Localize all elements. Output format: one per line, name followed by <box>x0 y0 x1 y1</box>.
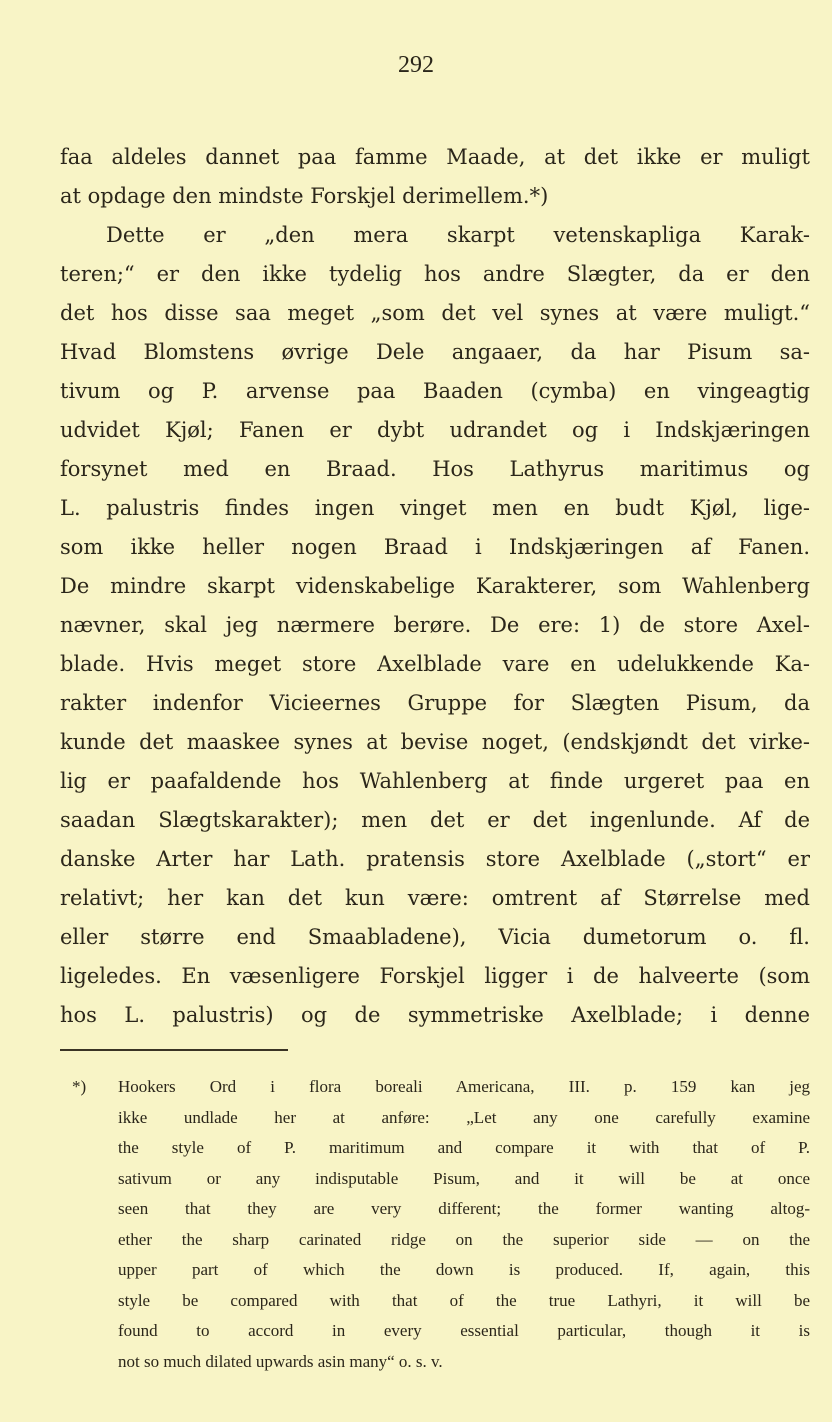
footnote-line: ether the sharp carinated ridge on the superior side — on the <box>118 1229 810 1249</box>
footnote-line: seen that they are very different; the former wanting altog- <box>118 1199 810 1218</box>
text-line: teren;“ er den ikke tydelig hos andre Slægter, da er den <box>60 262 810 286</box>
text-line: relativt; her kan det kun være: omtrent af Størrelse med <box>60 886 810 910</box>
text-line: som ikke heller nogen Braad i Indskjæringen af Fanen. <box>60 535 810 559</box>
footnote-divider <box>60 1049 288 1051</box>
footnote-marker: *) <box>72 1077 87 1096</box>
footnote-line: not so much dilated upwards asin many“ o. s. v. <box>118 1351 443 1371</box>
footnote-line: upper part of which the down is produced. If, again, this <box>118 1260 810 1279</box>
footnote-line: found to accord in every essential particular, though it is <box>118 1321 810 1340</box>
text-line: hos L. palustris) og de symmetriske Axelblade; i denne <box>60 1003 810 1027</box>
text-line: saadan Slægtskarakter); men det er det ingenlunde. Af de <box>60 808 810 832</box>
text-line: blade. Hvis meget store Axelblade vare en udelukkende Ka- <box>60 652 810 676</box>
text-line: tivum og P. arvense paa Baaden (cymba) en vingeagtig <box>60 379 810 403</box>
text-line: at opdage den mindste Forskjel derimellem.*) <box>60 184 549 208</box>
footnote-line: the style of P. maritimum and compare it with that of P. <box>118 1138 810 1157</box>
footnote-line: Hookers Ord i flora boreali Americana, III. p. 159 kan jeg <box>118 1077 810 1096</box>
text-line: det hos disse saa meget „som det vel synes at være muligt.“ <box>60 301 810 325</box>
text-line: ligeledes. En væsenligere Forskjel ligger i de halveerte (som <box>60 964 810 988</box>
text-line: kunde det maaskee synes at bevise noget, (endskjøndt det virke- <box>60 730 810 754</box>
footnote-line: ikke undlade her at anføre: „Let any one carefully examine <box>118 1107 810 1127</box>
text-line: eller større end Smaabladene), Vicia dumetorum o. fl. <box>60 925 810 949</box>
text-line: lig er paafaldende hos Wahlenberg at finde urgeret paa en <box>60 769 810 793</box>
footnote-line: style be compared with that of the true Lathyri, it will be <box>118 1290 810 1310</box>
text-line: De mindre skarpt videnskabelige Karakterer, som Wahlenberg <box>60 574 810 598</box>
text-line: Dette er „den mera skarpt vetenskapliga Karak- <box>106 223 810 247</box>
text-line: Hvad Blomstens øvrige Dele angaaer, da har Pisum sa- <box>60 340 810 364</box>
text-line: rakter indenfor Vicieernes Gruppe for Slægten Pisum, da <box>60 691 810 715</box>
text-line: L. palustris findes ingen vinget men en budt Kjøl, lige- <box>60 496 810 520</box>
text-line: forsynet med en Braad. Hos Lathyrus maritimus og <box>60 457 810 481</box>
footnote-line: sativum or any indisputable Pisum, and it will be at once <box>118 1168 810 1188</box>
text-line: danske Arter har Lath. pratensis store Axelblade („stort“ er <box>60 847 810 871</box>
main-text <box>60 138 810 1035</box>
text-line: faa aldeles dannet paa famme Maade, at det ikke er muligt <box>60 145 810 169</box>
page-number: 292 <box>398 52 434 78</box>
text-line: nævner, skal jeg nærmere berøre. De ere: 1) de store Axel- <box>60 613 810 637</box>
footnote <box>118 1072 810 1377</box>
text-line: udvidet Kjøl; Fanen er dybt udrandet og i Indskjæringen <box>60 418 810 442</box>
